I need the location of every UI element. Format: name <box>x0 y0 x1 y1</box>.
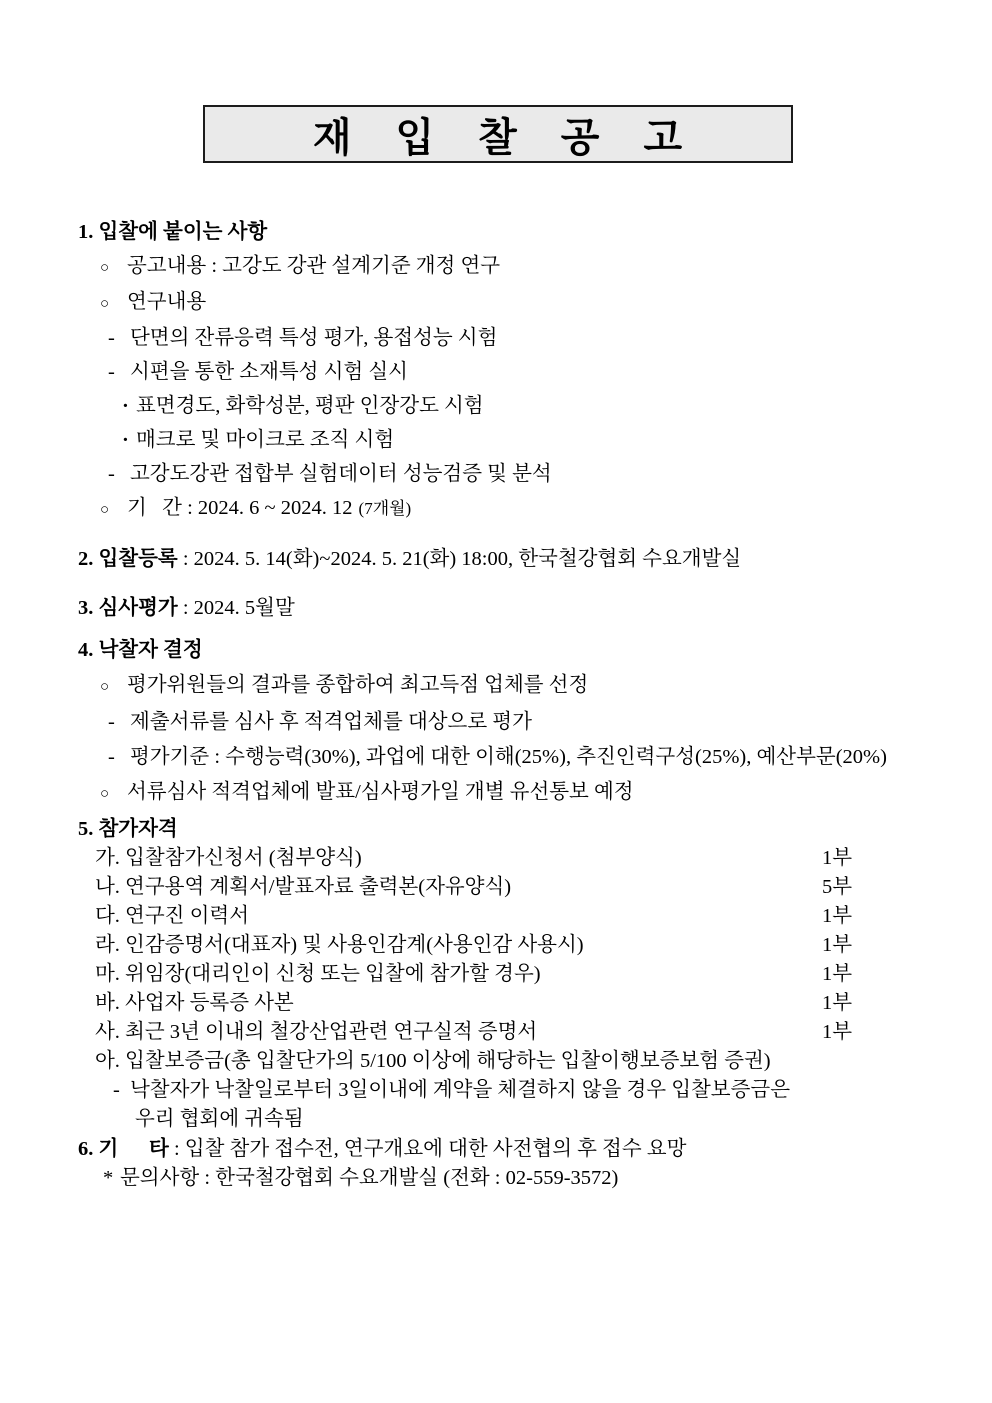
line-item <box>78 932 992 958</box>
section-heading <box>78 219 992 245</box>
heading-rest-text: : 2024. 5. 14(화)~2024. 5. 21(화) 18:00, 한국철강협회 수요개발실 <box>177 548 742 570</box>
line-dash <box>78 461 992 487</box>
section-1 <box>78 219 992 523</box>
line-text: 아. 입찰보증금(총 입찰단가의 5/100 이상에 해당하는 입찰이행보증보험 증권) <box>95 1050 771 1072</box>
section-3 <box>78 595 992 621</box>
line-text: 낙찰자가 낙찰일로부터 3일이내에 계약을 체결하지 않을 경우 입찰보증금은 <box>130 1079 791 1101</box>
line-text: 라. 인감증명서(대표자) 및 사용인감계(사용인감 사용시) <box>95 934 584 956</box>
heading-bold-text: 4. 낙찰자 결정 <box>78 639 203 661</box>
document-title: 재 입 찰 공 고 <box>312 114 684 160</box>
section-6 <box>78 1136 992 1191</box>
document-body <box>78 219 992 1191</box>
section-4 <box>78 637 992 807</box>
copy-count: 5부 <box>821 876 852 898</box>
heading-rest-text: : 입찰 참가 접수전, 연구개요에 대한 사전협의 후 접수 요망 <box>168 1138 687 1160</box>
line-text: 다. 연구진 이력서 <box>95 905 249 927</box>
heading-bold-text: 6. 기 타 <box>78 1138 169 1160</box>
line-text: 제출서류를 심사 후 적격업체를 대상으로 평가 <box>130 711 532 733</box>
line-item <box>78 903 992 929</box>
line-text: 매크로 및 마이크로 조직 시험 <box>136 429 395 451</box>
line-text: 평가위원들의 결과를 종합하여 최고득점 업체를 선정 <box>127 674 589 696</box>
section-heading <box>78 595 992 621</box>
line-text: 마. 위임장(대리인이 신청 또는 입찰에 참가할 경우) <box>95 963 541 985</box>
circle-bullet-icon: ○ <box>100 786 110 802</box>
copy-count: 1부 <box>821 1021 852 1043</box>
section-5 <box>78 816 992 1132</box>
line-dash <box>78 709 992 735</box>
line-text: 나. 연구용역 계획서/발표자료 출력본(자유양식) <box>95 876 512 898</box>
line-text: 평가기준 : 수행능력(30%), 과업에 대한 이해(25%), 추진인력구성(25%), 예산부문(20%) <box>130 746 887 768</box>
dash-bullet-icon: - <box>108 327 115 349</box>
copy-count: 1부 <box>821 905 852 927</box>
dot-bullet-icon: · <box>122 395 129 417</box>
line-text: 가. 입찰참가신청서 (첨부양식) <box>95 847 362 869</box>
line-circle <box>78 289 992 317</box>
line-text: 시편을 통한 소재특성 시험 실시 <box>130 361 408 383</box>
line-text: 단면의 잔류응력 특성 평가, 용접성능 시험 <box>130 327 498 349</box>
heading-bold-text: 5. 참가자격 <box>78 818 178 840</box>
section-heading <box>78 1136 992 1162</box>
heading-bold-text: 1. 입찰에 붙이는 사항 <box>78 221 268 243</box>
line-dash <box>78 744 992 770</box>
line-text: 표면경도, 화학성분, 평판 인장강도 시험 <box>136 395 484 417</box>
line-circle <box>78 672 992 700</box>
copy-count: 1부 <box>821 992 852 1014</box>
line-dash <box>78 325 992 351</box>
heading-bold-text: 3. 심사평가 <box>78 597 178 619</box>
line-item <box>78 1019 992 1045</box>
title-box <box>203 105 793 163</box>
asterisk-icon: * <box>103 1167 114 1189</box>
line-item <box>78 874 992 900</box>
line-item <box>78 845 992 871</box>
line-circle <box>78 495 992 523</box>
dash-bullet-icon: - <box>108 361 115 383</box>
line-text: 바. 사업자 등록증 사본 <box>95 992 294 1014</box>
dash-bullet-icon: - <box>108 463 115 485</box>
dot-bullet-icon: · <box>122 429 129 451</box>
copy-count: 1부 <box>821 963 852 985</box>
line-circle <box>78 779 992 807</box>
line-text: 사. 최근 3년 이내의 철강산업관련 연구실적 증명서 <box>95 1021 538 1043</box>
line-note <box>78 1165 992 1191</box>
line-text: 서류심사 적격업체에 발표/심사평가일 개별 유선통보 예정 <box>127 781 634 803</box>
heading-rest-text: : 2024. 5월말 <box>177 597 295 619</box>
dash-bullet-icon: - <box>108 711 115 733</box>
line-dot <box>78 393 992 419</box>
line-dot <box>78 427 992 453</box>
duration-note: (7개월) <box>358 499 412 518</box>
line-text: 기 간 : 2024. 6 ~ 2024. 12 <box>127 497 353 519</box>
section-2 <box>78 546 992 572</box>
section-heading <box>78 816 992 842</box>
line-cont <box>78 1106 992 1132</box>
line-dash2 <box>78 1077 992 1103</box>
circle-bullet-icon: ○ <box>100 502 110 518</box>
line-circle <box>78 253 992 281</box>
circle-bullet-icon: ○ <box>100 296 110 312</box>
circle-bullet-icon: ○ <box>100 260 110 276</box>
copy-count: 1부 <box>821 934 852 956</box>
copy-count: 1부 <box>821 847 852 869</box>
line-text: 연구내용 <box>127 291 207 313</box>
section-heading <box>78 637 992 663</box>
circle-bullet-icon: ○ <box>100 679 110 695</box>
line-item <box>78 1048 992 1074</box>
line-text: 고강도강관 접합부 실험데이터 성능검증 및 분석 <box>130 463 552 485</box>
heading-bold-text: 2. 입찰등록 <box>78 548 178 570</box>
line-dash <box>78 359 992 385</box>
line-item <box>78 961 992 987</box>
dash-bullet-icon: - <box>113 1079 120 1101</box>
section-heading <box>78 546 992 572</box>
line-item <box>78 990 992 1016</box>
line-text: 문의사항 : 한국철강협회 수요개발실 (전화 : 02-559-3572) <box>120 1167 619 1189</box>
line-text: 우리 협회에 귀속됨 <box>135 1108 304 1130</box>
line-text: 공고내용 : 고강도 강관 설계기준 개정 연구 <box>127 255 501 277</box>
dash-bullet-icon: - <box>108 746 115 768</box>
